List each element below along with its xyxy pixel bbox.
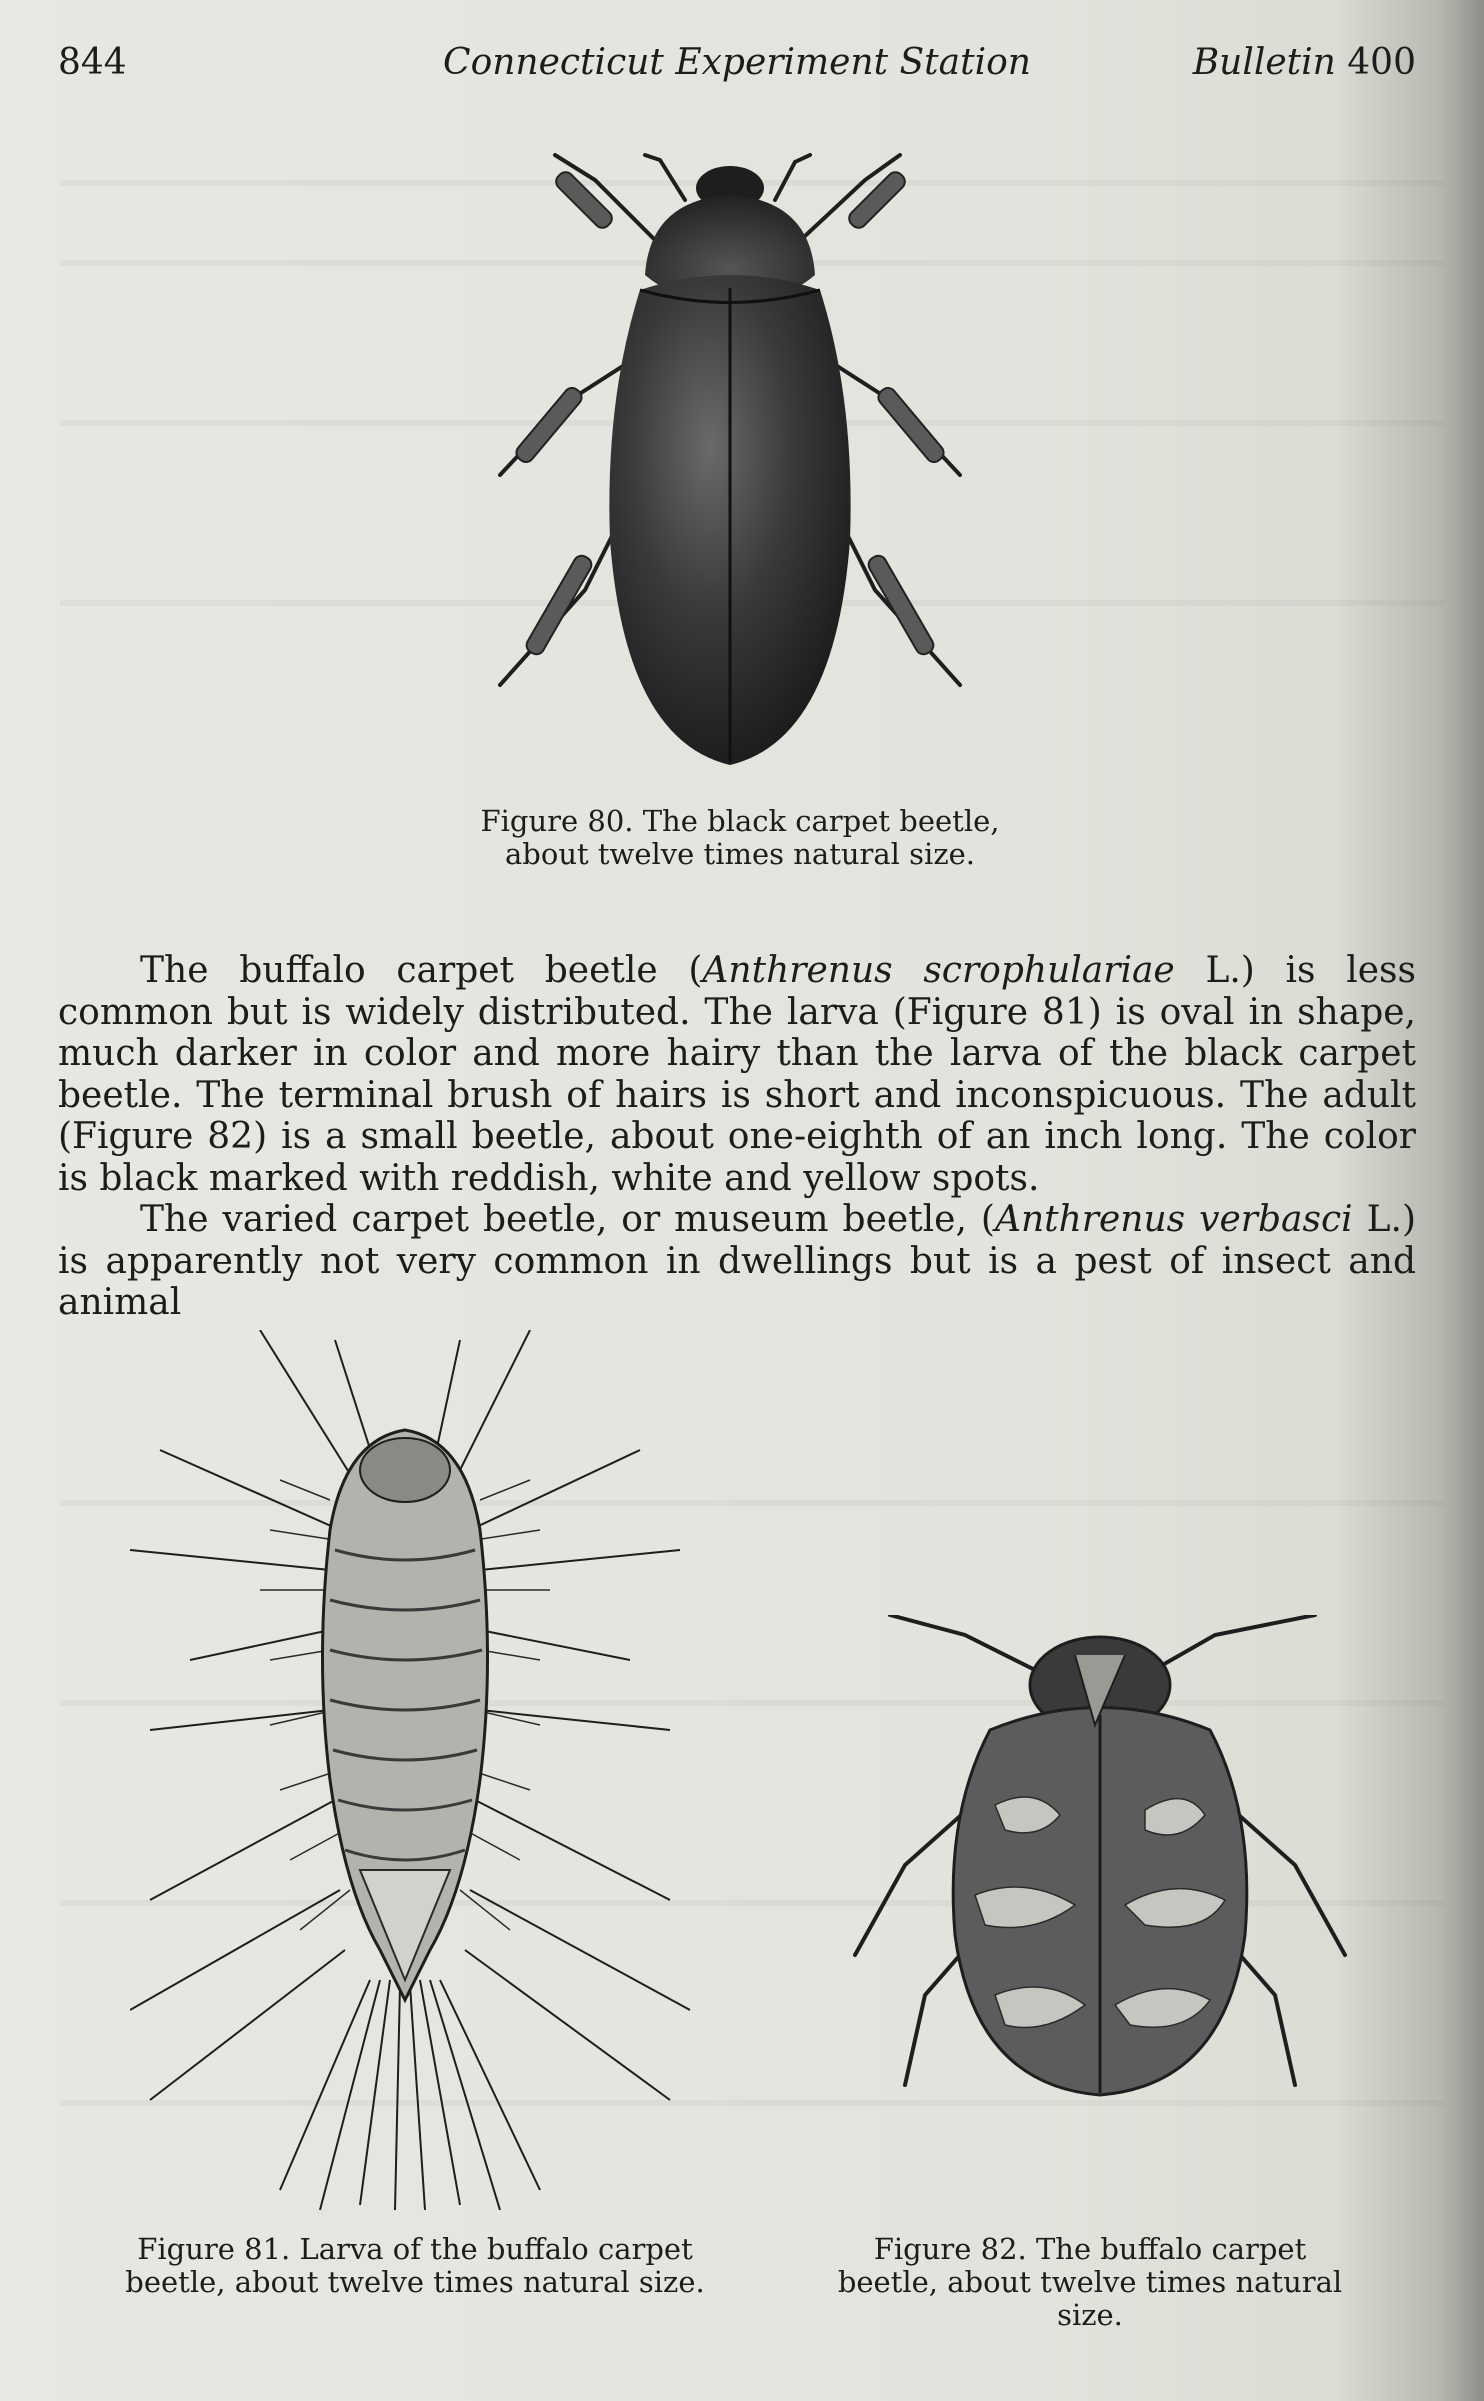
- journal-title: Connecticut Experiment Station: [443, 42, 1031, 83]
- paragraph-buffalo-carpet-beetle: [58, 950, 1416, 1199]
- text-run: The varied carpet beetle, or museum beetle, (: [140, 1199, 995, 1240]
- figure-82-caption: Figure 82. The buffalo carpet beetle, about twelve times natural size.: [837, 2232, 1343, 2332]
- bulletin-label: [1193, 42, 1416, 83]
- species-name: Anthrenus scrophulariae: [702, 950, 1175, 991]
- buffalo-carpet-beetle-icon: [845, 1615, 1355, 2105]
- figure-81-caption: Figure 81. Larva of the buffalo carpet beetle, about twelve times natural size.: [125, 2232, 705, 2299]
- page-number: 844: [58, 42, 127, 83]
- paragraph-varied-carpet-beetle: [58, 1199, 1416, 1324]
- running-header: [58, 42, 1416, 92]
- body-text: [58, 950, 1416, 1324]
- bulletin-word: Bulletin: [1192, 42, 1336, 83]
- species-name: Anthrenus verbasci: [994, 1199, 1353, 1240]
- bulletin-number: 400: [1347, 42, 1416, 83]
- figure-80-caption: Figure 80. The black carpet beetle, about twelve times natural size.: [480, 804, 1000, 871]
- buffalo-carpet-beetle-larva-icon: [130, 1330, 700, 2210]
- text-run: The buffalo carpet beetle (: [140, 950, 703, 991]
- text-run: L.) is less common but is widely distributed. The larva (Figure 81) is oval in shape, much darker in color and more hairy than the larva of the black carpet beetle. The terminal brush of hairs is short and inconspicuous. The adult (Figure 82) is a small beetle, about one-eighth of an inch long. The color is black marked with reddish, white and yellow spots.: [58, 950, 1416, 1199]
- black-carpet-beetle-icon: [480, 140, 980, 780]
- text-run: L.) is apparently not very common in dwellings but is a pest of insect and animal: [58, 1199, 1417, 1323]
